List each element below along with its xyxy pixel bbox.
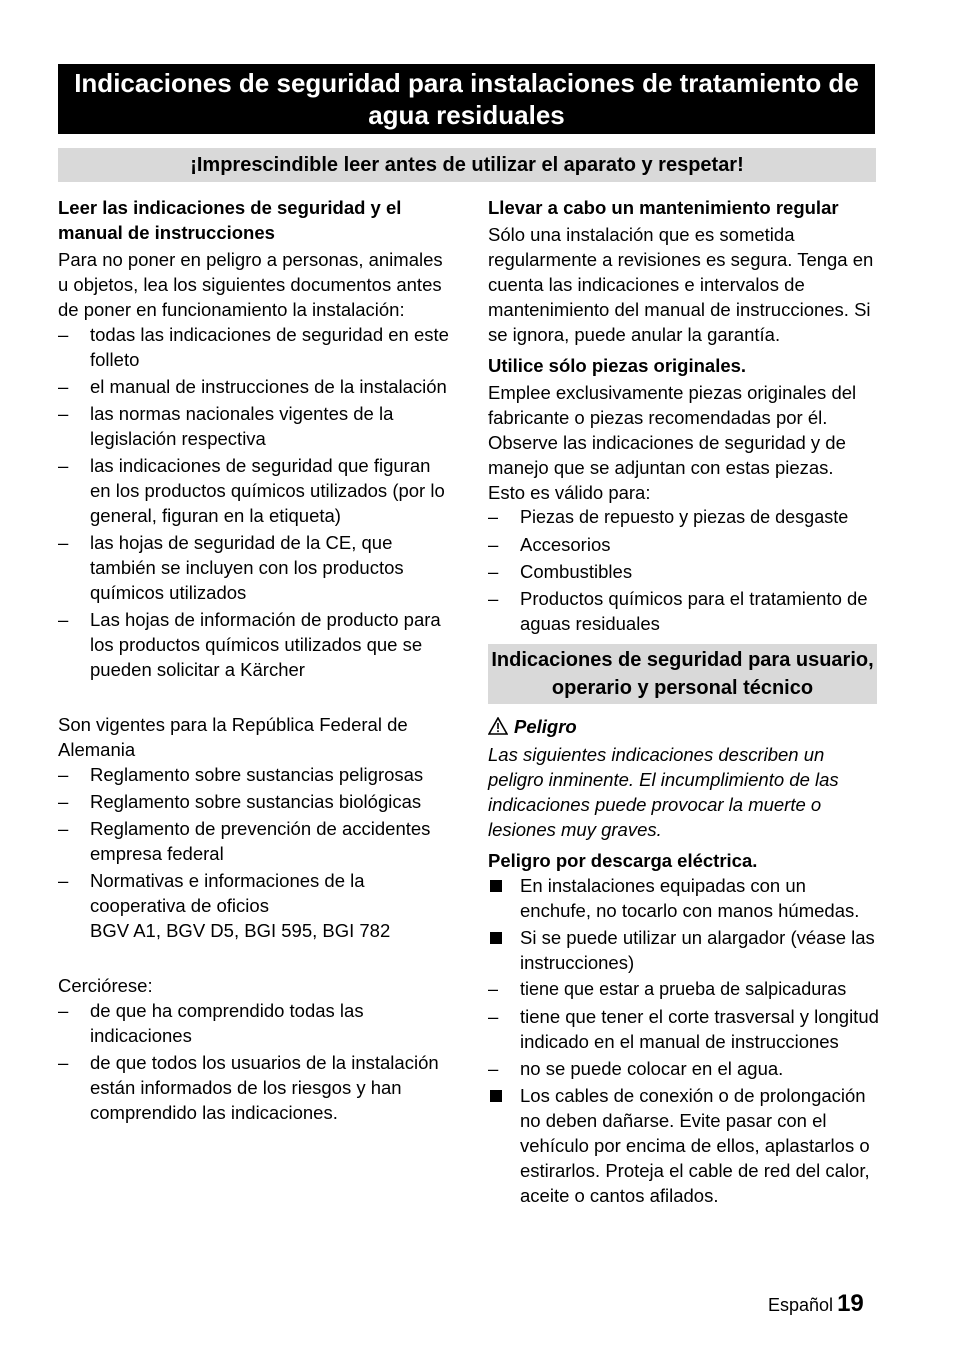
page-footer: [768, 1290, 864, 1318]
documents-list: [58, 322, 450, 682]
right-column: [488, 195, 880, 1210]
page-subtitle: ¡Imprescindible leer antes de utilizar el aparato y respetar!: [58, 148, 876, 182]
list-item: – de que todos los usuarios de la instalación están informados de los riesgos y han comprendido las indicaciones.: [58, 1052, 439, 1123]
original-parts-paragraph: Emplee exclusivamente piezas originales del fabricante o piezas recomendadas por él. Observe las indicaciones de seguridad y de manejo que se adjuntan con estas piezas.: [488, 382, 857, 478]
list-item: – de que ha comprendido todas las indicaciones: [58, 1000, 364, 1046]
list-item: – las indicaciones de seguridad que figuran en los productos químicos utilizados (por lo general, figuran en la etiqueta): [58, 455, 445, 526]
list-item: – Normativas e informaciones de la cooperativa de oficios BGV A1, BGV D5, BGI 595, BGI 782: [58, 870, 391, 941]
square-bullet-item: Los cables de conexión o de prolongación no deben dañarse. Evite pasar con el vehículo por encima de ellos, aplastarlos o estirarlos. Proteja el cable de red del calor, aceite o cantos afilados.: [488, 1083, 880, 1208]
list-item: – las normas nacionales vigentes de la legislación respectiva: [58, 403, 394, 449]
danger-paragraph: Las siguientes indicaciones describen un peligro inminente. El incumplimiento de las indicaciones puede provocar la muerte o lesiones muy graves.: [488, 744, 839, 840]
square-bullet-icon: [490, 932, 502, 944]
section-heading-electric-shock: Peligro por descarga eléctrica.: [488, 850, 758, 871]
list-item: – tiene que tener el corte trasversal y longitud indicado en el manual de instrucciones: [488, 1006, 879, 1052]
list-item: – el manual de instrucciones de la instalación: [58, 376, 447, 397]
danger-label: [488, 714, 880, 739]
list-item: – Reglamento de prevención de accidentes empresa federal: [58, 818, 431, 864]
intro-paragraph: Para no poner en peligro a personas, animales u objetos, lea los siguientes documentos antes de poner en funcionamiento la instalación:: [58, 249, 443, 320]
footer-language: Español: [768, 1295, 834, 1315]
bgv-codes: BGV A1, BGV D5, BGI 595, BGI 782: [90, 920, 391, 941]
square-bullet-item: En instalaciones equipadas con un enchufe, no tocarlo con manos húmedas.: [488, 873, 880, 923]
maintenance-paragraph: Sólo una instalación que es sometida regularmente a revisiones es segura. Tenga en cuenta las indicaciones e intervalos de mantenimiento del manual de instrucciones. Si se ignora, puede anular la garantía.: [488, 224, 874, 345]
ensure-intro: Cerciórese:: [58, 975, 153, 996]
warning-triangle-icon: [488, 717, 508, 735]
safety-box-heading: Indicaciones de seguridad para usuario, operario y personal técnico: [488, 644, 877, 704]
list-item: – no se puede colocar en el agua.: [488, 1058, 784, 1079]
left-column: [58, 195, 450, 1127]
ensure-list: [58, 998, 450, 1125]
list-item: – todas las indicaciones de seguridad en este folleto: [58, 324, 449, 370]
list-item: – Reglamento sobre sustancias biológicas: [58, 791, 422, 812]
germany-intro: Son vigentes para la República Federal de Alemania: [58, 714, 408, 760]
danger-label-text: Peligro: [514, 716, 577, 737]
valid-for-intro: Esto es válido para:: [488, 482, 651, 503]
section-heading-read-instructions: Leer las indicaciones de seguridad y el manual de instrucciones: [58, 197, 402, 243]
list-item: – las hojas de seguridad de la CE, que también se incluyen con los productos químicos utilizados: [58, 532, 404, 603]
list-item: – Las hojas de información de producto para los productos químicos utilizados que se pueden solicitar a Kärcher: [58, 609, 441, 680]
page-number: 19: [837, 1290, 864, 1317]
section-heading-original-parts: Utilice sólo piezas originales.: [488, 355, 747, 376]
list-item: – Reglamento sobre sustancias peligrosas: [58, 764, 424, 785]
square-bullet-item: Si se puede utilizar un alargador (véase las instrucciones): [488, 925, 880, 975]
page-title: Indicaciones de seguridad para instalaciones de tratamiento de agua residuales: [58, 64, 875, 134]
list-item: – tiene que estar a prueba de salpicaduras: [488, 979, 847, 999]
list-item: – Productos químicos para el tratamiento de aguas residuales: [488, 588, 868, 634]
list-item: – Piezas de repuesto y piezas de desgaste: [488, 507, 849, 527]
list-item: – Combustibles: [488, 561, 633, 582]
section-heading-maintenance: Llevar a cabo un mantenimiento regular: [488, 197, 839, 218]
square-bullet-icon: [490, 880, 502, 892]
square-bullet-icon: [490, 1090, 502, 1102]
germany-regulations-list: [58, 762, 450, 943]
electric-shock-list: [488, 873, 880, 1208]
valid-for-list: [488, 505, 880, 636]
list-item: – Accesorios: [488, 534, 611, 555]
